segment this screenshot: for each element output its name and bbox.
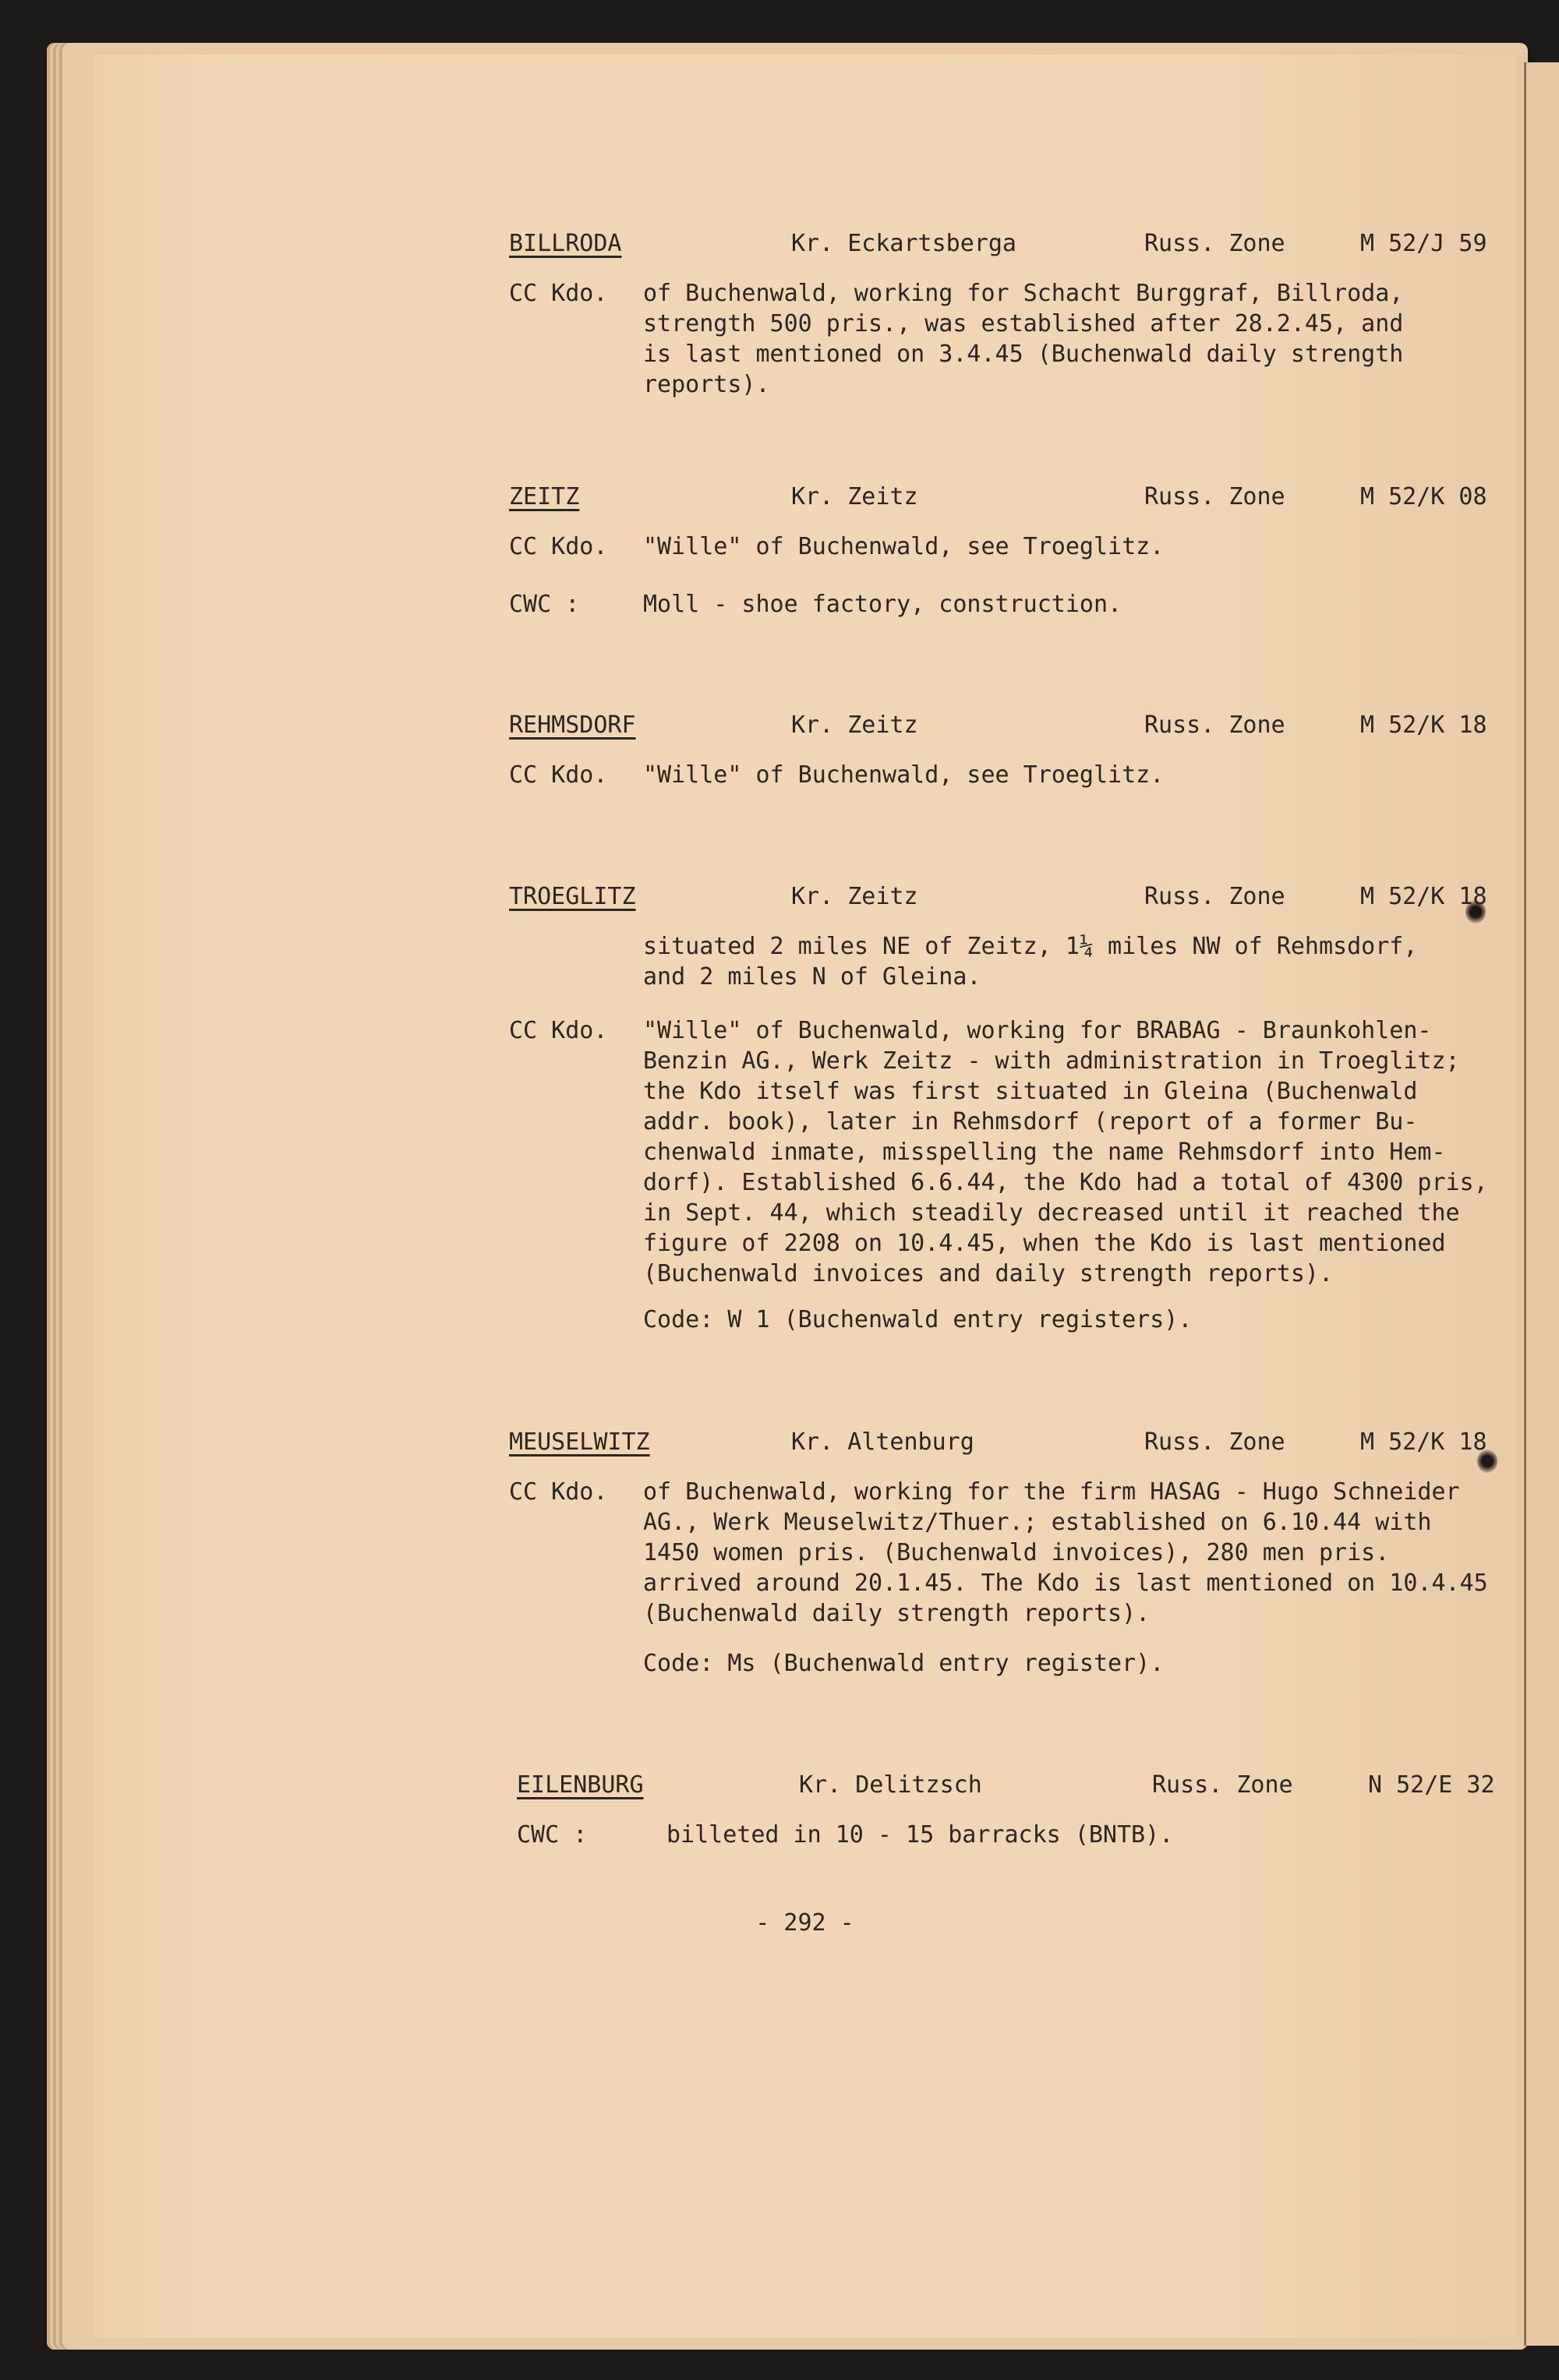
- entry-row: [511, 1820, 1540, 1850]
- row-label: CC Kdo.: [509, 1017, 608, 1044]
- page-number: - 292 -: [755, 1909, 854, 1937]
- entry-row: [503, 931, 1532, 992]
- entry-row: [503, 1305, 1532, 1335]
- zone: Russ. Zone: [1144, 712, 1285, 739]
- place-name: EILENBURG: [517, 1771, 644, 1799]
- entry-header: [503, 883, 1532, 923]
- zone: Russ. Zone: [1152, 1771, 1293, 1799]
- row-label: CC Kdo.: [509, 1478, 608, 1506]
- district: Kr. Zeitz: [791, 883, 918, 910]
- entry-row: [503, 1648, 1532, 1679]
- entry-meuselwitz: [503, 1428, 1532, 1679]
- row-label: CC Kdo.: [509, 761, 608, 789]
- row-text: "Wille" of Buchenwald, see Troeglitz.: [643, 761, 1165, 789]
- entry-row: [503, 531, 1532, 562]
- place-name: ZEITZ: [509, 483, 580, 510]
- row-text: of Buchenwald, working for the firm HASAG - Hugo Schneider AG., Werk Meuselwitz/Thuer.; established on 6.10.44 with 1450 women pris. (Buchenwald invoices), 280 men pris. arrived around 20.1.45. The Kdo is last mentioned on 10.4.45 (Buchenwald daily strength reports).: [643, 1478, 1488, 1627]
- district: Kr. Zeitz: [791, 483, 918, 510]
- entry-row: [503, 278, 1532, 400]
- row-label: CWC :: [509, 591, 580, 618]
- row-text: billeted in 10 - 15 barracks (BNTB).: [666, 1821, 1174, 1849]
- entry-billroda: [503, 230, 1532, 400]
- zone: Russ. Zone: [1144, 230, 1285, 257]
- entry-header: [511, 1771, 1540, 1812]
- row-label: CWC :: [517, 1821, 588, 1849]
- entry-row: [503, 760, 1532, 790]
- place-name: BILLRODA: [509, 230, 622, 257]
- row-text: Moll - shoe factory, construction.: [643, 591, 1122, 618]
- zone: Russ. Zone: [1144, 1428, 1285, 1456]
- district: Kr. Delitzsch: [799, 1771, 982, 1799]
- district: Kr. Eckartsberga: [791, 230, 1016, 257]
- map-reference: M 52/K 08: [1360, 483, 1487, 510]
- entry-rehmsdorf: [503, 712, 1532, 790]
- row-text: "Wille" of Buchenwald, working for BRABAG - Braunkohlen- Benzin AG., Werk Zeitz - with administration in Troeglitz; the Kdo itself was first situated in Gleina (Buchenwald addr. book), later in Rehmsdorf (report of a former Bu- chenwald inmate, misspelling the name Rehmsdorf into Hem- dorf). Established 6.6.44, the Kdo had a total of 4300 pris, in Sept. 44, which steadily decreased until it reached the figure of 2208 on 10.4.45, when the Kdo is last mentioned (Buchenwald invoices and daily strength reports).: [643, 1017, 1488, 1287]
- entry-zeitz: [503, 483, 1532, 620]
- zone: Russ. Zone: [1144, 883, 1285, 910]
- row-text: Code: Ms (Buchenwald entry register).: [643, 1650, 1165, 1677]
- entry-row: [503, 1015, 1532, 1289]
- district: Kr. Altenburg: [791, 1428, 974, 1456]
- row-label: CC Kdo.: [509, 533, 608, 560]
- row-text: situated 2 miles NE of Zeitz, 1¼ miles NW of Rehmsdorf, and 2 miles N of Gleina.: [643, 933, 1418, 990]
- entry-header: [503, 712, 1532, 752]
- entry-row: [503, 1477, 1532, 1629]
- entry-header: [503, 230, 1532, 270]
- entry-header: [503, 1428, 1532, 1469]
- zone: Russ. Zone: [1144, 483, 1285, 510]
- map-reference: M 52/K 18: [1360, 1428, 1487, 1456]
- place-name: TROEGLITZ: [509, 883, 636, 910]
- map-reference: M 52/K 18: [1360, 712, 1487, 739]
- place-name: REHMSDORF: [509, 712, 636, 739]
- row-text: "Wille" of Buchenwald, see Troeglitz.: [643, 533, 1165, 560]
- entry-eilenburg: [511, 1771, 1540, 1850]
- map-reference: M 52/J 59: [1360, 230, 1487, 257]
- district: Kr. Zeitz: [791, 712, 918, 739]
- entry-row: [503, 589, 1532, 620]
- map-reference: M 52/K 18: [1360, 883, 1487, 910]
- row-text: of Buchenwald, working for Schacht Burggraf, Billroda, strength 500 pris., was established after 28.2.45, and is last mentioned on 3.4.45 (Buchenwald daily strength reports).: [643, 280, 1404, 398]
- map-reference: N 52/E 32: [1368, 1771, 1495, 1799]
- row-label: CC Kdo.: [509, 280, 608, 307]
- entry-troeglitz: [503, 883, 1532, 1335]
- row-text: Code: W 1 (Buchenwald entry registers).: [643, 1306, 1193, 1333]
- document-page: [94, 55, 1516, 2338]
- place-name: MEUSELWITZ: [509, 1428, 650, 1456]
- entry-header: [503, 483, 1532, 524]
